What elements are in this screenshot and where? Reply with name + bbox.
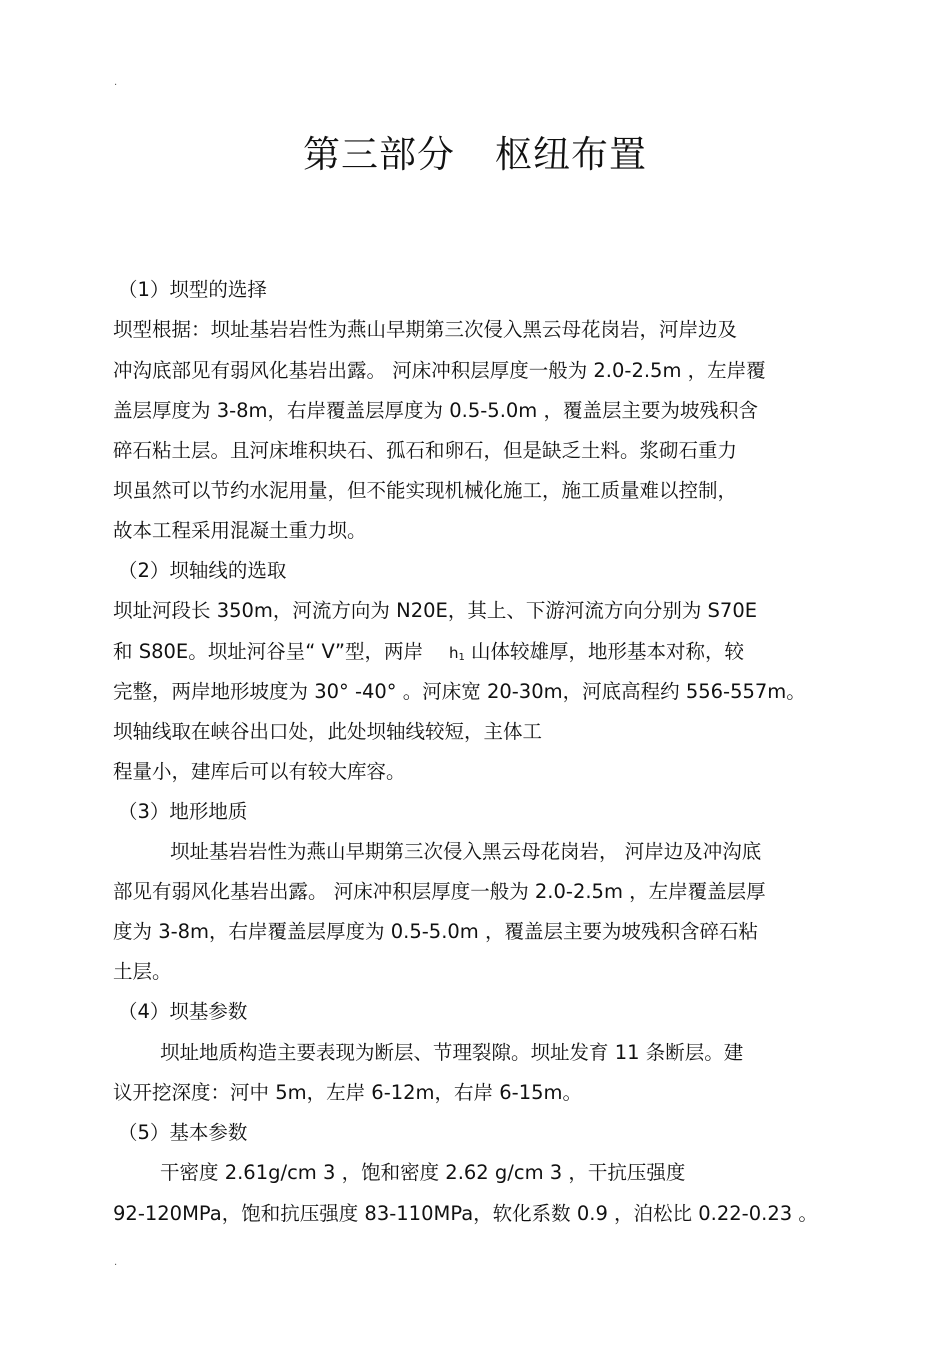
section-3-line-2: 部见有弱风化基岩出露。 河床冲积层厚度一般为 2.0-2.5m ，左岸覆盖层厚 <box>113 880 766 903</box>
section-4-line-1: 坝址地质构造主要表现为断层、节理裂隙。坝址发育 11 条断层。建 <box>160 1041 744 1064</box>
page-marker-bottom: . <box>114 1257 118 1268</box>
section-1-heading: （1）坝型的选择 <box>118 278 267 301</box>
section-2-line-1: 坝址河段长 350m，河流方向为 N20E，其上、下游河流方向分别为 S70E <box>113 599 758 622</box>
section-5-heading: （5）基本参数 <box>118 1121 248 1144</box>
section-3-line-1: 坝址基岩岩性为燕山早期第三次侵入黑云母花岗岩， 河岸边及冲沟底 <box>170 840 762 863</box>
section-4-heading: （4）坝基参数 <box>118 1000 248 1023</box>
page-title <box>0 130 950 180</box>
section-3-line-4: 土层。 <box>113 960 172 983</box>
section-3-heading: （3）地形地质 <box>118 800 248 823</box>
page-marker-top: . <box>114 77 118 88</box>
symbol-h: h <box>448 644 459 662</box>
section-1-line-4: 碎石粘土层。且河床堆积块石、孤石和卵石，但是缺乏土料。浆砌石重力 <box>113 439 738 462</box>
section-2-line-5: 程量小，建库后可以有较大库容。 <box>113 760 406 783</box>
section-1-line-3: 盖层厚度为 3-8m，右岸覆盖层厚度为 0.5-5.0m ，覆盖层主要为坡残积含 <box>113 399 758 422</box>
section-1-line-2: 冲沟底部见有弱风化基岩出露。 河床冲积层厚度一般为 2.0-2.5m ，左岸覆 <box>113 359 766 382</box>
section-2-heading: （2）坝轴线的选取 <box>118 559 287 582</box>
section-5-line-2: 92-120MPa，饱和抗压强度 83-110MPa，软化系数 0.9 ，泊松比 0.22-0.23 。 <box>113 1202 818 1225</box>
section-1-line-5: 坝虽然可以节约水泥用量，但不能实现机械化施工，施工质量难以控制， <box>113 479 738 502</box>
section-4-line-2: 议开挖深度：河中 5m，左岸 6-12m，右岸 6-15m。 <box>113 1081 582 1104</box>
section-2-line-3: 完整，两岸地形坡度为 30° -40° 。河床宽 20-30m，河底高程约 556-557m。 <box>113 680 806 703</box>
section-2-line-2-head: 和 S80E。坝址河谷呈“ V”型，两岸 <box>113 640 423 663</box>
section-1-line-6: 故本工程采用混凝土重力坝。 <box>113 519 367 542</box>
title-part-2: 枢纽布置 <box>495 133 647 176</box>
section-2-line-2-tail: 山体较雄厚，地形基本对称，较 <box>464 640 745 663</box>
title-part-1: 第三部分 <box>303 133 455 176</box>
section-5-line-1: 干密度 2.61g/cm 3 ，饱和密度 2.62 g/cm 3 ，干抗压强度 <box>160 1161 686 1184</box>
section-1-line-1: 坝型根据：坝址基岩岩性为燕山早期第三次侵入黑云母花岗岩，河岸边及 <box>113 318 738 341</box>
section-2-line-2 <box>113 639 744 671</box>
symbol-h-subscript: 1 <box>458 652 465 663</box>
section-3-line-3: 度为 3-8m，右岸覆盖层厚度为 0.5-5.0m ，覆盖层主要为坡残积含碎石粘 <box>113 920 758 943</box>
section-2-line-4: 坝轴线取在峡谷出口处，此处坝轴线较短，主体工 <box>113 720 543 743</box>
